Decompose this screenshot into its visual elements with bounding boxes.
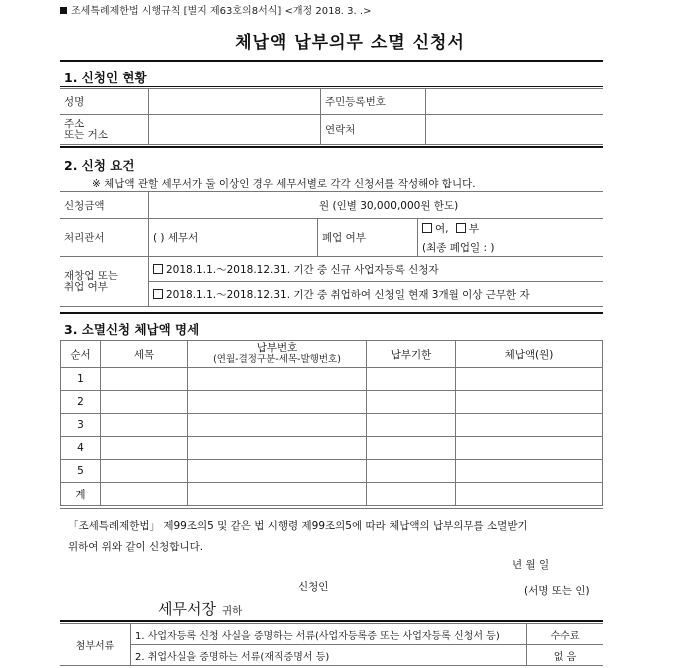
applicant-table [60,88,603,145]
amount-cell[interactable] [456,460,603,483]
row-number: 2 [61,391,101,414]
row-number: 5 [61,460,101,483]
divider [60,620,603,622]
col-payment-no-line1: 납부번호 [256,342,298,354]
attachments-table [60,623,603,666]
addressed-to: 귀하 [221,605,243,617]
due-cell[interactable] [367,368,456,391]
divider [60,508,603,509]
declaration-line2: 위하여 위와 같이 신청합니다. [68,541,204,553]
row-number: 4 [61,437,101,460]
amount-field[interactable] [149,192,604,219]
due-cell[interactable] [367,460,456,483]
restart-label-line1: 재창업 또는 [64,269,119,282]
address-label [60,115,149,145]
closure-yes-checkbox[interactable] [422,223,432,233]
payment-no-cell[interactable] [188,437,367,460]
attachment-2: 2. 취업사실을 증명하는 서류(재직증명서 등) [131,645,527,666]
tax-item-cell[interactable] [101,391,188,414]
payment-no-cell[interactable] [188,391,367,414]
due-cell[interactable] [367,414,456,437]
option-2-label: 2018.1.1.～2018.12.31. 기간 중 취업하여 신청일 현재 3개월 이상 근무한 자 [166,288,530,301]
requirements-table [60,191,603,307]
signature-placeholder[interactable]: (서명 또는 인) [524,585,590,597]
name-label: 성명 [60,89,149,115]
restart-label [60,257,149,307]
due-cell[interactable] [367,483,456,506]
option-1-checkbox[interactable] [153,264,163,274]
attachments-label: 첨부서류 [60,624,131,666]
payment-no-cell[interactable] [188,483,367,506]
page-title: 체납액 납부의무 소멸 신청서 [235,33,465,53]
section2-note: ※ 체납액 관할 세무서가 둘 이상인 경우 세무서별로 각각 신청서를 작성해야 합니다. [92,178,476,190]
closure-field [418,219,604,257]
amount-cell[interactable] [456,391,603,414]
address-label-line1: 주소 [64,117,85,130]
fee-value: 없 음 [527,645,604,666]
closure-yes-label: 여, [435,222,449,235]
amount-cell[interactable] [456,483,603,506]
due-cell[interactable] [367,391,456,414]
attachment-1: 1. 사업자등록 신청 사실을 증명하는 서류(사업자등록증 또는 사업자등록 신청서 등) [131,624,527,645]
restart-option-2 [149,282,604,307]
contact-label: 연락처 [321,115,426,145]
form-reference [60,2,371,17]
tax-item-cell[interactable] [101,483,188,506]
name-field[interactable] [149,89,321,115]
rrn-field[interactable] [426,89,604,115]
tax-item-cell[interactable] [101,437,188,460]
tax-item-cell[interactable] [101,368,188,391]
table-row [61,368,603,391]
row-number: 1 [61,368,101,391]
restart-option-1 [149,257,604,282]
fee-label: 수수료 [527,624,604,645]
divider [60,146,603,148]
divider [60,60,603,62]
amount-label: 신청금액 [60,192,149,219]
contact-field[interactable] [426,115,604,145]
col-tax-item: 세목 [101,341,188,368]
col-amount: 체납액(원) [456,341,603,368]
declaration-line1: 「조세특례제한법」 제99조의5 및 같은 법 시행령 제99조의5에 따라 체납액의 납부의무를 소멸받기 [68,520,528,532]
amount-cell[interactable] [456,437,603,460]
divider [60,86,603,87]
office-field[interactable]: ( ) 세무서 [149,219,318,257]
table-row [61,414,603,437]
total-label: 계 [61,483,101,506]
tax-item-cell[interactable] [101,460,188,483]
arrears-header-row [61,341,603,368]
office-label: 처리관서 [60,219,149,257]
section1-heading: 1. 신청인 현황 [64,70,147,85]
tax-item-cell[interactable] [101,414,188,437]
restart-label-line2: 취업 여부 [64,280,108,293]
col-payment-no [188,341,367,368]
date-line[interactable]: 년 월 일 [512,559,550,571]
square-bullet-icon [60,7,67,14]
office-head: 세무서장 [158,600,216,618]
rrn-label: 주민등록번호 [321,89,426,115]
closure-options [422,221,599,236]
address-label-line2: 또는 거소 [64,128,108,141]
applicant-label: 신청인 [298,581,329,593]
col-no: 순서 [61,341,101,368]
payment-no-cell[interactable] [188,460,367,483]
section2-heading: 2. 신청 요건 [64,158,135,173]
form-reference-text: 조세특례제한법 시행규칙 [별지 제63호의8서식] <개정 2018. 3. .> [71,6,372,17]
due-cell[interactable] [367,437,456,460]
payment-no-cell[interactable] [188,414,367,437]
closure-no-checkbox[interactable] [456,223,466,233]
table-row [61,437,603,460]
payment-no-cell[interactable] [188,368,367,391]
divider [60,312,603,314]
option-1-label: 2018.1.1.～2018.12.31. 기간 중 신규 사업자등록 신청자 [166,263,439,276]
option-2-checkbox[interactable] [153,289,163,299]
closure-date[interactable]: (최종 폐업일 : ) [422,241,495,254]
amount-suffix: 원 (인별 30,000,000원 한도) [319,199,459,212]
col-payment-no-line2: (연월-결정구분-세목-발행번호) [213,354,341,365]
closure-label: 폐업 여부 [318,219,418,257]
total-row [61,483,603,506]
section3-heading: 3. 소멸신청 체납액 명세 [64,322,200,337]
address-field[interactable] [149,115,321,145]
arrears-table [60,340,603,506]
addressee [158,598,242,619]
amount-cell[interactable] [456,414,603,437]
col-due: 납부기한 [367,341,456,368]
table-row [61,460,603,483]
amount-cell[interactable] [456,368,603,391]
table-row [61,391,603,414]
closure-no-label: 부 [468,222,479,235]
row-number: 3 [61,414,101,437]
